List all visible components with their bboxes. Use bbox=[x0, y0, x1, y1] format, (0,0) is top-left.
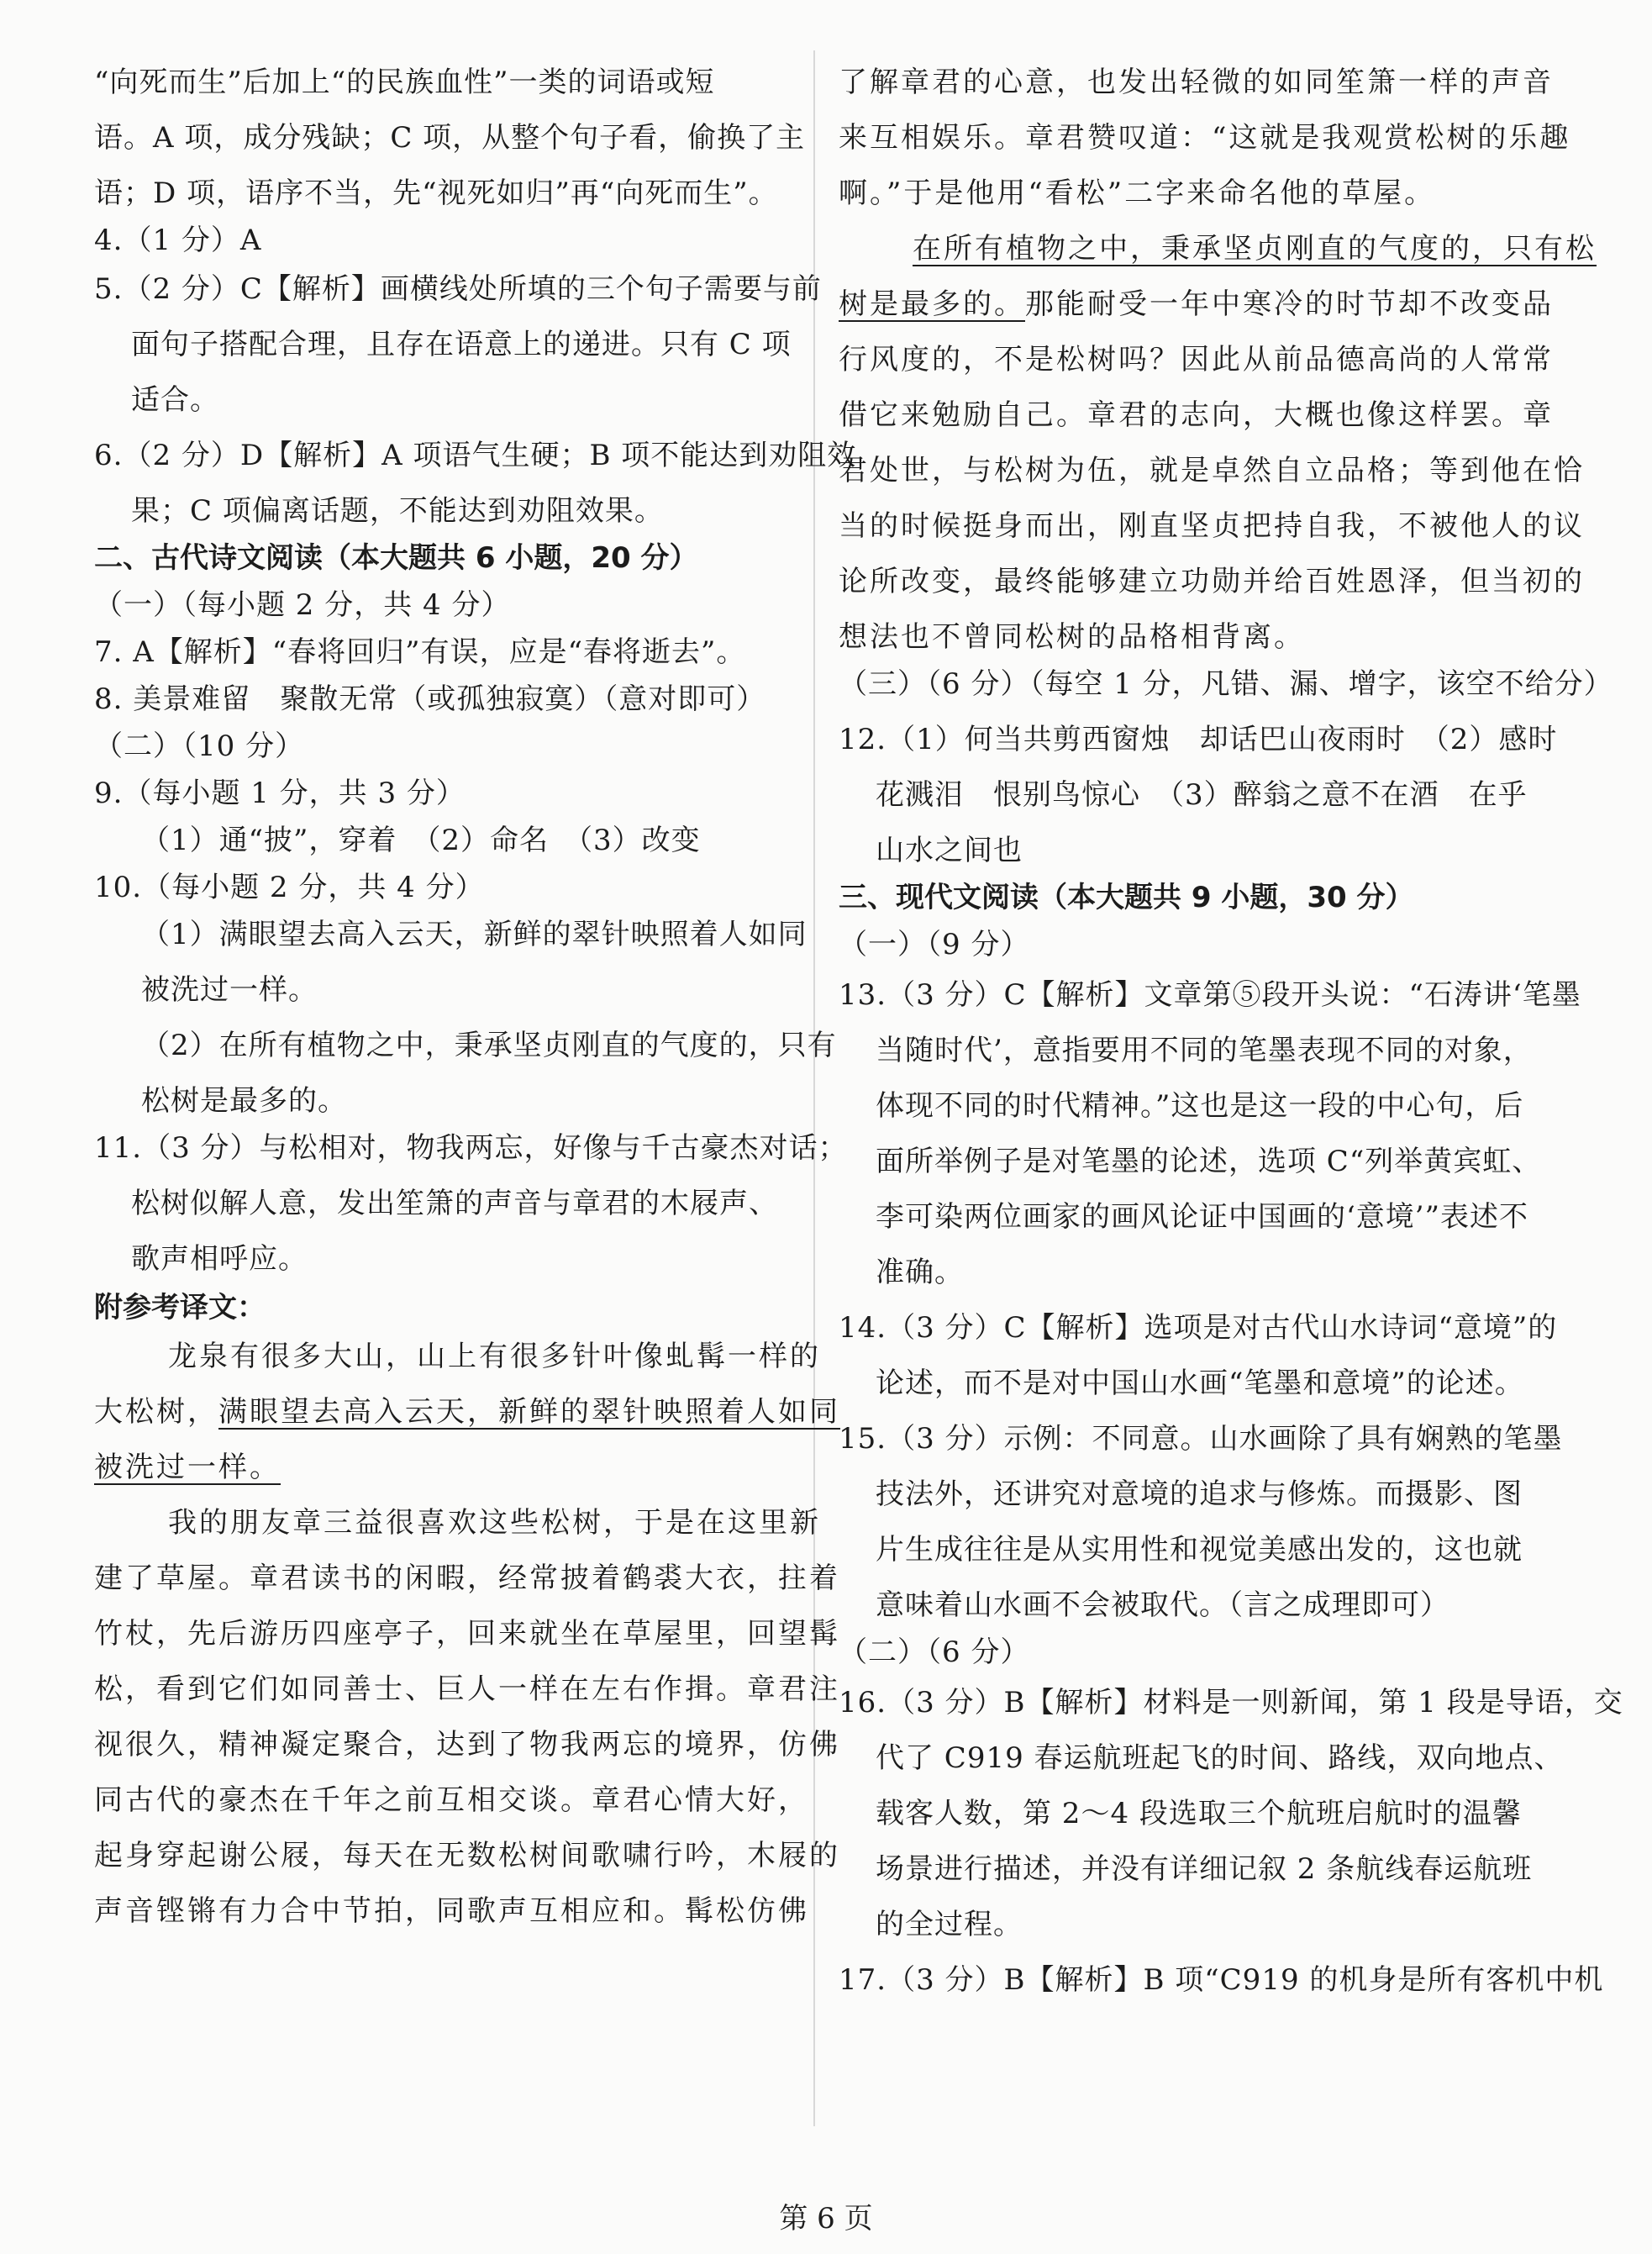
text-line: 果；C 项偏离话题，不能达到劝阻效果。 bbox=[131, 494, 664, 528]
translation-line: 了解章君的心意，也发出轻微的如同笙箫一样的声音 bbox=[839, 66, 1554, 99]
text-line: 李可染两位画家的画风论证中国画的‘意境’”表述不 bbox=[876, 1200, 1528, 1234]
translation-line: 同古代的豪杰在千年之前互相交谈。章君心情大好， bbox=[94, 1783, 809, 1817]
answer-9: 9.（每小题 1 分，共 3 分） bbox=[94, 777, 466, 810]
translation-line: 啊。”于是他用“看松”二字来命名他的草屋。 bbox=[839, 176, 1436, 210]
answer-4: 4.（1 分）A bbox=[94, 224, 262, 257]
translation-line bbox=[94, 1395, 840, 1429]
text-line: （1）通“披”，穿着 （2）命名 （3）改变 bbox=[141, 824, 701, 857]
subsection-1: （一）（每小题 2 分，共 4 分） bbox=[94, 588, 511, 622]
text-line: 歌声相呼应。 bbox=[131, 1242, 308, 1276]
text-line: 意味着山水画不会被取代。（言之成理即可） bbox=[876, 1588, 1449, 1622]
translation-line: 来互相娱乐。章君赞叹道：“这就是我观赏松树的乐趣 bbox=[839, 121, 1571, 155]
translation-line: 行风度的，不是松树吗？因此从前品德高尚的人常常 bbox=[839, 343, 1554, 377]
column-divider bbox=[813, 50, 815, 2126]
text-line: 载客人数，第 2～4 段选取三个航班启航时的温馨 bbox=[876, 1797, 1522, 1830]
answer-11: 11.（3 分）与松相对，物我两忘，好像与千古豪杰对话； bbox=[94, 1131, 848, 1165]
translation-line: 起身穿起谢公屐，每天在无数松树间歌啸行吟，木屐的 bbox=[94, 1839, 840, 1872]
section-heading-3: 三、现代文阅读（本大题共 9 小题，30 分） bbox=[839, 881, 1414, 914]
subsection-2: （二）（10 分） bbox=[94, 729, 305, 763]
text-line: 被洗过一样。 bbox=[141, 973, 318, 1007]
text-line: 山水之间也 bbox=[876, 834, 1023, 867]
text-line: 花溅泪 恨别鸟惊心 （3）醉翁之意不在酒 在乎 bbox=[876, 778, 1528, 812]
translation-line: 松，看到它们如同善士、巨人一样在左右作揖。章君注 bbox=[94, 1672, 840, 1706]
text-line: 面所举例子是对笔墨的论述，选项 C“列举黄宾虹、 bbox=[876, 1145, 1542, 1178]
translation-line bbox=[839, 287, 1554, 321]
page-number: 第 6 页 bbox=[779, 2202, 873, 2236]
answer-16: 16.（3 分）B【解析】材料是一则新闻，第 1 段是导语，交 bbox=[839, 1686, 1623, 1719]
answer-17: 17.（3 分）B【解析】B 项“C919 的机身是所有客机中机 bbox=[839, 1963, 1604, 1997]
answer-10: 10.（每小题 2 分，共 4 分） bbox=[94, 871, 485, 904]
translation-line: 君处世，与松树为伍，就是卓然自立品格；等到他在恰 bbox=[839, 454, 1585, 487]
answer-15: 15.（3 分）示例：不同意。山水画除了具有娴熟的笔墨 bbox=[839, 1422, 1563, 1456]
text-line: 当随时代’，意指要用不同的笔墨表现不同的对象， bbox=[876, 1034, 1533, 1067]
subsection-1: （一）（9 分） bbox=[839, 928, 1030, 961]
text-line: “向死而生”后加上“的民族血性”一类的词语或短 bbox=[94, 66, 715, 99]
text-line: 适合。 bbox=[131, 383, 219, 417]
answer-13: 13.（3 分）C【解析】文章第⑤段开头说：“石涛讲‘笔墨 bbox=[839, 978, 1581, 1012]
answer-14: 14.（3 分）C【解析】选项是对古代山水诗词“意境”的 bbox=[839, 1311, 1558, 1345]
answer-6: 6.（2 分）D【解析】A 项语气生硬；B 项不能达到劝阻效 bbox=[94, 439, 857, 472]
translation-line: 我的朋友章三益很喜欢这些松树，于是在这里新 bbox=[168, 1506, 821, 1540]
text-line: 片生成往往是从实用性和视觉美感出发的，这也就 bbox=[876, 1533, 1523, 1567]
text-line: 场景进行描述，并没有详细记叙 2 条航线春运航班 bbox=[876, 1852, 1533, 1886]
text-line: 论述，而不是对中国山水画“笔墨和意境”的论述。 bbox=[876, 1367, 1524, 1400]
text-line: 面句子搭配合理，且存在语意上的递进。只有 C 项 bbox=[131, 328, 792, 361]
text-line: 的全过程。 bbox=[876, 1908, 1023, 1941]
translation-line: 想法也不曾同松树的品格相背离。 bbox=[839, 620, 1305, 654]
translation-heading: 附参考译文： bbox=[94, 1291, 266, 1324]
translation-line: 建了草屋。章君读书的闲暇，经常披着鹤裘大衣，拄着 bbox=[94, 1561, 840, 1595]
answer-8: 8. 美景难留 聚散无常（或孤独寂寞）（意对即可） bbox=[94, 682, 766, 716]
underlined-sentence: 满眼望去高入云天，新鲜的翠针映照着人如同 bbox=[218, 1395, 840, 1429]
answer-7: 7. A【解析】“春将回归”有误，应是“春将逝去”。 bbox=[94, 635, 746, 669]
text-line: 松树似解人意，发出笙箫的声音与章君的木屐声、 bbox=[131, 1187, 778, 1220]
translation-line: 借它来勉励自己。章君的志向，大概也像这样罢。章 bbox=[839, 398, 1554, 432]
underlined-sentence: 被洗过一样。 bbox=[94, 1451, 281, 1484]
section-heading-2: 二、古代诗文阅读（本大题共 6 小题，20 分） bbox=[94, 541, 698, 575]
text-line: 语；D 项，语序不当，先“视死如归”再“向死而生”。 bbox=[94, 176, 778, 210]
text-line: 技法外，还讲究对意境的追求与修炼。而摄影、图 bbox=[876, 1477, 1523, 1511]
answer-5: 5.（2 分）C【解析】画横线处所填的三个句子需要与前 bbox=[94, 272, 822, 306]
translation-line: 声音铿锵有力合中节拍，同歌声互相应和。髯松仿佛 bbox=[94, 1894, 809, 1928]
subsection-2: （二）（6 分） bbox=[839, 1635, 1030, 1669]
underlined-sentence: 在所有植物之中，秉承坚贞刚直的气度的，只有松 bbox=[913, 232, 1597, 266]
translation-text: 大松树， bbox=[94, 1395, 218, 1429]
translation-line: 当的时候挺身而出，刚直坚贞把持自我，不被他人的议 bbox=[839, 509, 1585, 543]
text-line: 体现不同的时代精神。”这也是这一段的中心句，后 bbox=[876, 1089, 1524, 1123]
answer-12: 12.（1）何当共剪西窗烛 却话巴山夜雨时 （2）感时 bbox=[839, 723, 1558, 756]
text-line: （1）满眼望去高入云天，新鲜的翠针映照着人如同 bbox=[141, 918, 808, 951]
text-line: 松树是最多的。 bbox=[141, 1084, 347, 1118]
translation-line: 视很久，精神凝定聚合，达到了物我两忘的境界，仿佛 bbox=[94, 1728, 840, 1762]
subsection-3: （三）（6 分）（每空 1 分，凡错、漏、增字，该空不给分） bbox=[839, 667, 1613, 701]
text-line: 语。A 项，成分残缺；C 项，从整个句子看，偷换了主 bbox=[94, 121, 806, 155]
text-line: 代了 C919 春运航班起飞的时间、路线，双向地点、 bbox=[876, 1741, 1564, 1775]
text-line: （2）在所有植物之中，秉承坚贞刚直的气度的，只有 bbox=[141, 1029, 837, 1062]
underlined-sentence: 树是最多的。 bbox=[839, 287, 1025, 321]
translation-line: 论所改变，最终能够建立功勋并给百姓恩泽，但当初的 bbox=[839, 565, 1585, 598]
translation-text: 那能耐受一年中寒冷的时节却不改变品 bbox=[1025, 287, 1554, 321]
translation-line: 竹杖，先后游历四座亭子，回来就坐在草屋里，回望髯 bbox=[94, 1617, 840, 1651]
translation-line: 龙泉有很多大山，山上有很多针叶像虬髯一样的 bbox=[168, 1340, 821, 1373]
text-line: 准确。 bbox=[876, 1256, 964, 1289]
